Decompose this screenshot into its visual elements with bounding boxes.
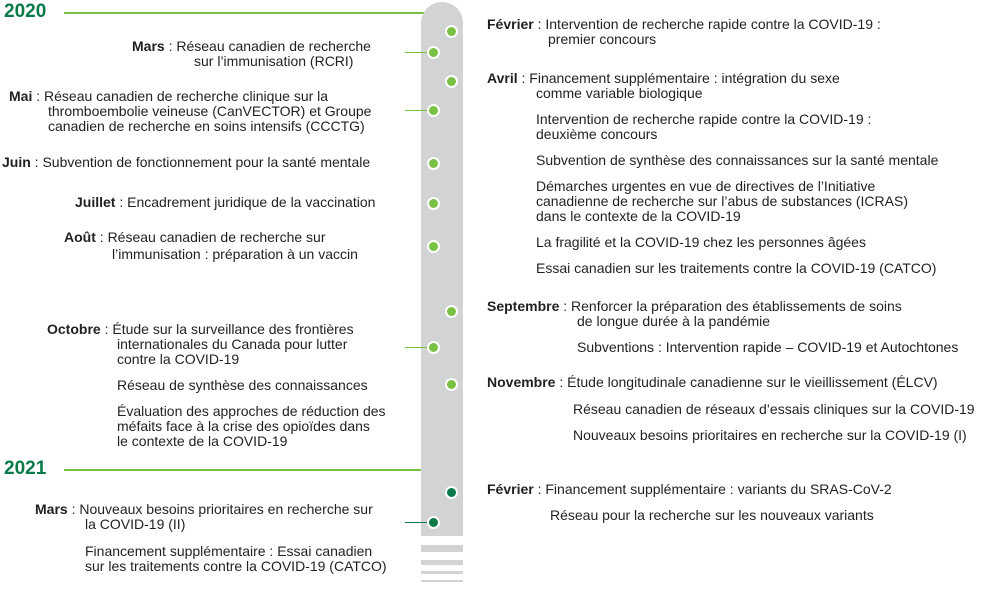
month-label: Août: [64, 229, 96, 245]
event-avril-line2: comme variable biologique: [536, 85, 703, 101]
month-label: Avril: [487, 70, 518, 86]
event-avril-item4-line3: dans le contexte de la COVID-19: [536, 208, 741, 224]
event-avril-line1: Avril : Financement supplémentaire : intégration du sexe: [487, 70, 840, 86]
event-mars-2020-line2: sur l’immunisation (RCRI): [194, 53, 354, 69]
event-mars-2020-line1: Mars : Réseau canadien de recherche: [132, 38, 371, 54]
event-novembre-item3: Nouveaux besoins prioritaires en recherche sur la COVID-19 (I): [573, 427, 967, 443]
event-octobre-line3: contre la COVID-19: [117, 351, 240, 367]
month-label: Septembre: [487, 298, 560, 314]
event-octobre-item3-line2: méfaits face à la crise des opioïdes dans: [117, 418, 370, 434]
event-mai-line3: canadien de recherche en soins intensifs (CCCTG): [48, 118, 365, 134]
event-dot: [427, 240, 440, 253]
event-avril-item6: Essai canadien sur les traitements contre la COVID-19 (CATCO): [536, 260, 937, 276]
month-label: Février: [487, 481, 534, 497]
year-2021-line: [64, 469, 424, 471]
month-label: Février: [487, 16, 534, 32]
event-dot: [427, 46, 440, 59]
event-avril-item2-line1: Intervention de recherche rapide contre la COVID-19 :: [536, 111, 872, 127]
event-octobre-line2: internationales du Canada pour lutter: [117, 336, 348, 352]
event-avril-item4-line1: Démarches urgentes en vue de directives de l’Initiative: [536, 178, 876, 194]
event-avril-item4-line2: canadienne de recherche sur l’abus de substances (ICRAS): [536, 193, 908, 209]
event-octobre-item3-line3: le contexte de la COVID-19: [117, 433, 288, 449]
event-mars-2021-item2-line1: Financement supplémentaire : Essai canadien: [85, 543, 373, 559]
month-label: Mai: [9, 88, 33, 104]
event-dot: [445, 378, 458, 391]
event-septembre-line2: de longue durée à la pandémie: [577, 313, 771, 329]
event-mai-line1: Mai : Réseau canadien de recherche clinique sur la: [9, 88, 329, 104]
event-novembre-line1: Novembre : Étude longitudinale canadienne sur le vieillissement (ÉLCV): [487, 374, 938, 390]
event-avril-item5: La fragilité et la COVID-19 chez les personnes âgées: [536, 234, 866, 250]
timeline-stripe: [421, 580, 463, 582]
month-label: Mars: [35, 501, 68, 517]
event-juin: Juin : Subvention de fonctionnement pour la santé mentale: [2, 154, 371, 170]
event-octobre-item2: Réseau de synthèse des connaissances: [117, 377, 368, 393]
event-fevrier-2021-item2: Réseau pour la recherche sur les nouveaux variants: [550, 507, 874, 523]
event-dot: [427, 341, 440, 354]
event-dot: [427, 157, 440, 170]
month-label: Juillet: [75, 194, 116, 210]
year-2020-line: [64, 12, 424, 14]
month-label: Octobre: [47, 321, 101, 337]
event-aout-line2: l’immunisation : préparation à un vaccin: [112, 246, 358, 262]
event-aout-line1: Août : Réseau canadien de recherche sur: [64, 229, 326, 245]
event-novembre-item2: Réseau canadien de réseaux d’essais cliniques sur la COVID-19: [573, 401, 975, 417]
event-octobre-line1: Octobre : Étude sur la surveillance des frontières: [47, 321, 354, 337]
event-avril-item3: Subvention de synthèse des connaissances sur la santé mentale: [536, 152, 939, 168]
month-label: Juin: [2, 154, 31, 170]
month-label: Novembre: [487, 374, 556, 390]
timeline-stripe: [421, 545, 463, 552]
year-2021: 2021: [4, 458, 47, 479]
event-mai-line2: thromboembolie veineuse (CanVECTOR) et Groupe: [48, 103, 372, 119]
event-septembre-item2: Subventions : Intervention rapide – COVID-19 et Autochtones: [577, 339, 959, 355]
event-dot: [445, 486, 458, 499]
month-label: Mars: [132, 38, 165, 54]
event-dot: [445, 75, 458, 88]
event-avril-item2-line2: deuxième concours: [536, 126, 658, 142]
event-dot: [427, 197, 440, 210]
event-mars-2021-item2-line2: sur les traitements contre la COVID-19 (CATCO): [85, 558, 387, 574]
event-octobre-item3-line1: Évaluation des approches de réduction des: [117, 403, 386, 419]
event-dot: [445, 25, 458, 38]
event-juillet: Juillet : Encadrement juridique de la vaccination: [75, 194, 376, 210]
event-dot: [427, 516, 440, 529]
event-fevrier-2020-line1: Février : Intervention de recherche rapide contre la COVID-19 :: [487, 16, 881, 32]
event-fevrier-2020-line2: premier concours: [548, 31, 657, 47]
event-mars-2021-line2: la COVID-19 (II): [85, 516, 186, 532]
timeline-stripe: [421, 560, 463, 565]
event-mars-2021-line1: Mars : Nouveaux besoins prioritaires en recherche sur: [35, 501, 373, 517]
event-dot: [445, 305, 458, 318]
event-dot: [427, 104, 440, 117]
event-fevrier-2021-line1: Février : Financement supplémentaire : variants du SRAS-CoV-2: [487, 481, 892, 497]
timeline-stripe: [421, 571, 463, 574]
year-2020: 2020: [4, 1, 47, 22]
event-septembre-line1: Septembre : Renforcer la préparation des établissements de soins: [487, 298, 902, 314]
